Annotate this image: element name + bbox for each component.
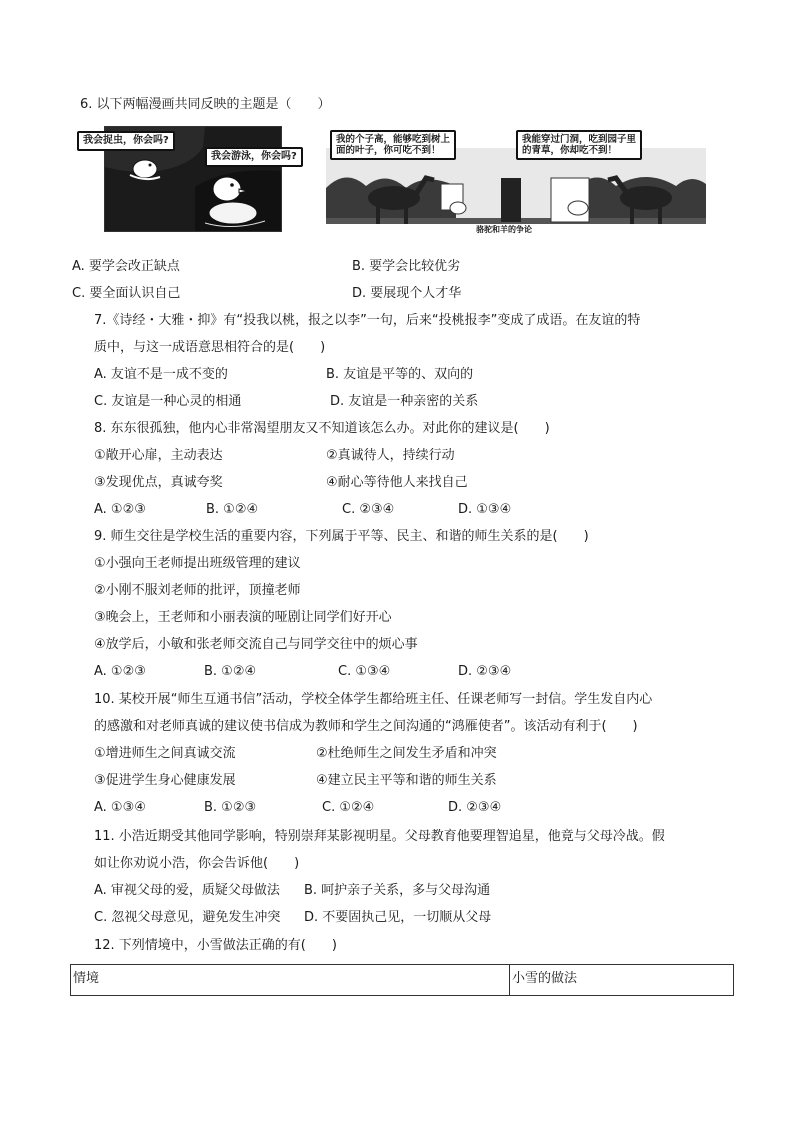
comic2-bubble-2-line1: 我能穿过门洞，吃到园子里 <box>522 134 637 145</box>
q8-option-c[interactable]: C. ②③④ <box>342 502 395 517</box>
q12-stem: 12. 下列情境中，小雪做法正确的有( ) <box>94 938 337 953</box>
table-header-xiaoxue-action: 小雪的做法 <box>510 965 734 996</box>
comic2-bubble-1-line1: 我的个子高，能够吃到树上 <box>336 134 451 145</box>
q10-item-4: ④建立民主平等和谐的师生关系 <box>316 773 497 788</box>
q6-option-a[interactable]: A. 要学会改正缺点 <box>72 259 180 274</box>
q8-item-3: ③发现优点，真诚夸奖 <box>94 475 223 490</box>
q8-stem: 8. 东东很孤独，他内心非常渴望朋友又不知道该怎么办。对此你的建议是( ) <box>94 421 550 436</box>
q7-option-a[interactable]: A. 友谊不是一成不变的 <box>94 367 228 382</box>
comic2-bubble-2 <box>516 130 642 160</box>
q9-item-4: ④放学后，小敏和张老师交流自己与同学交往中的烦心事 <box>94 637 418 652</box>
q8-option-b[interactable]: B. ①②④ <box>206 502 259 517</box>
q8-item-1: ①敞开心扉，主动表达 <box>94 448 223 463</box>
q10-option-c[interactable]: C. ①②④ <box>322 800 375 815</box>
q7-stem-line2: 质中，与这一成语意思相符合的是( ) <box>94 340 326 355</box>
q9-option-d[interactable]: D. ②③④ <box>458 664 512 679</box>
q12-table <box>70 964 734 996</box>
q10-stem-line2: 的感激和对老师真诚的建议使书信成为教师和学生之间沟通的“鸿雁使者”。该活动有利于( ) <box>94 719 638 734</box>
q10-stem-line1: 10. 某校开展“师生互通书信”活动，学校全体学生都给班主任、任课老师写一封信。学生发自内心 <box>94 692 653 707</box>
table-header-situation: 情境 <box>71 965 510 996</box>
q11-option-c[interactable]: C. 忽视父母意见，避免发生冲突 <box>94 910 281 925</box>
q7-option-d[interactable]: D. 友谊是一种亲密的关系 <box>330 394 479 409</box>
q11-option-d[interactable]: D. 不要固执己见，一切顺从父母 <box>304 910 492 925</box>
q8-option-a[interactable]: A. ①②③ <box>94 502 146 517</box>
q9-stem: 9. 师生交往是学校生活的重要内容，下列属于平等、民主、和谐的师生关系的是( ) <box>94 529 589 544</box>
q10-option-b[interactable]: B. ①②③ <box>204 800 257 815</box>
q9-item-3: ③晚会上，王老师和小丽表演的哑剧让同学们好开心 <box>94 610 392 625</box>
q11-stem-line1: 11. 小浩近期受其他同学影响，特别崇拜某影视明星。父母教育他要理智追星，他竟与父母冷战。假 <box>94 829 665 844</box>
q9-item-1: ①小强向王老师提出班级管理的建议 <box>94 556 301 571</box>
comic2-bubble-1-line2: 面的叶子，你可吃不到！ <box>336 145 441 156</box>
q10-item-3: ③促进学生身心健康发展 <box>94 773 236 788</box>
q6-option-c[interactable]: C. 要全面认识自己 <box>72 286 181 301</box>
q10-item-2: ②杜绝师生之间发生矛盾和冲突 <box>316 746 497 761</box>
q8-option-d[interactable]: D. ①③④ <box>458 502 512 517</box>
q6-option-b[interactable]: B. 要学会比较优劣 <box>352 259 461 274</box>
q9-option-b[interactable]: B. ①②④ <box>204 664 257 679</box>
q9-item-2: ②小刚不服刘老师的批评，顶撞老师 <box>94 583 301 598</box>
q9-option-c[interactable]: C. ①③④ <box>338 664 391 679</box>
comic-bird-duck <box>83 126 297 232</box>
q6-stem: 6. 以下两幅漫画共同反映的主题是（ ） <box>80 97 331 112</box>
q8-item-2: ②真诚待人，持续行动 <box>326 448 455 463</box>
q7-option-c[interactable]: C. 友谊是一种心灵的相通 <box>94 394 242 409</box>
q11-option-b[interactable]: B. 呵护亲子关系，多与父母沟通 <box>304 883 491 898</box>
comic-camel-sheep <box>326 128 706 234</box>
q10-option-a[interactable]: A. ①③④ <box>94 800 146 815</box>
comic2-caption: 骆驼和羊的争论 <box>476 225 532 234</box>
q7-option-b[interactable]: B. 友谊是平等的、双向的 <box>326 367 474 382</box>
q6-option-d[interactable]: D. 要展现个人才华 <box>352 286 462 301</box>
comic1-bubble-1: 我会捉虫，你会吗? <box>77 131 175 151</box>
q11-option-a[interactable]: A. 审视父母的爱，质疑父母做法 <box>94 883 280 898</box>
comic2-bubble-2-line2: 的青草，你却吃不到！ <box>522 145 618 156</box>
q11-stem-line2: 如让你劝说小浩，你会告诉他( ) <box>94 856 300 871</box>
q10-item-1: ①增进师生之间真诚交流 <box>94 746 236 761</box>
table-header-row <box>71 965 734 996</box>
q8-item-4: ④耐心等待他人来找自己 <box>326 475 468 490</box>
q7-stem-line1: 7.《诗经・大雅・抑》有“投我以桃，报之以李”一句，后来“投桃报李”变成了成语。在友谊的特 <box>94 313 641 328</box>
q9-option-a[interactable]: A. ①②③ <box>94 664 146 679</box>
comic1-bubble-2: 我会游泳，你会吗? <box>205 147 303 167</box>
comic2-bubble-1 <box>330 130 456 160</box>
q10-option-d[interactable]: D. ②③④ <box>448 800 502 815</box>
